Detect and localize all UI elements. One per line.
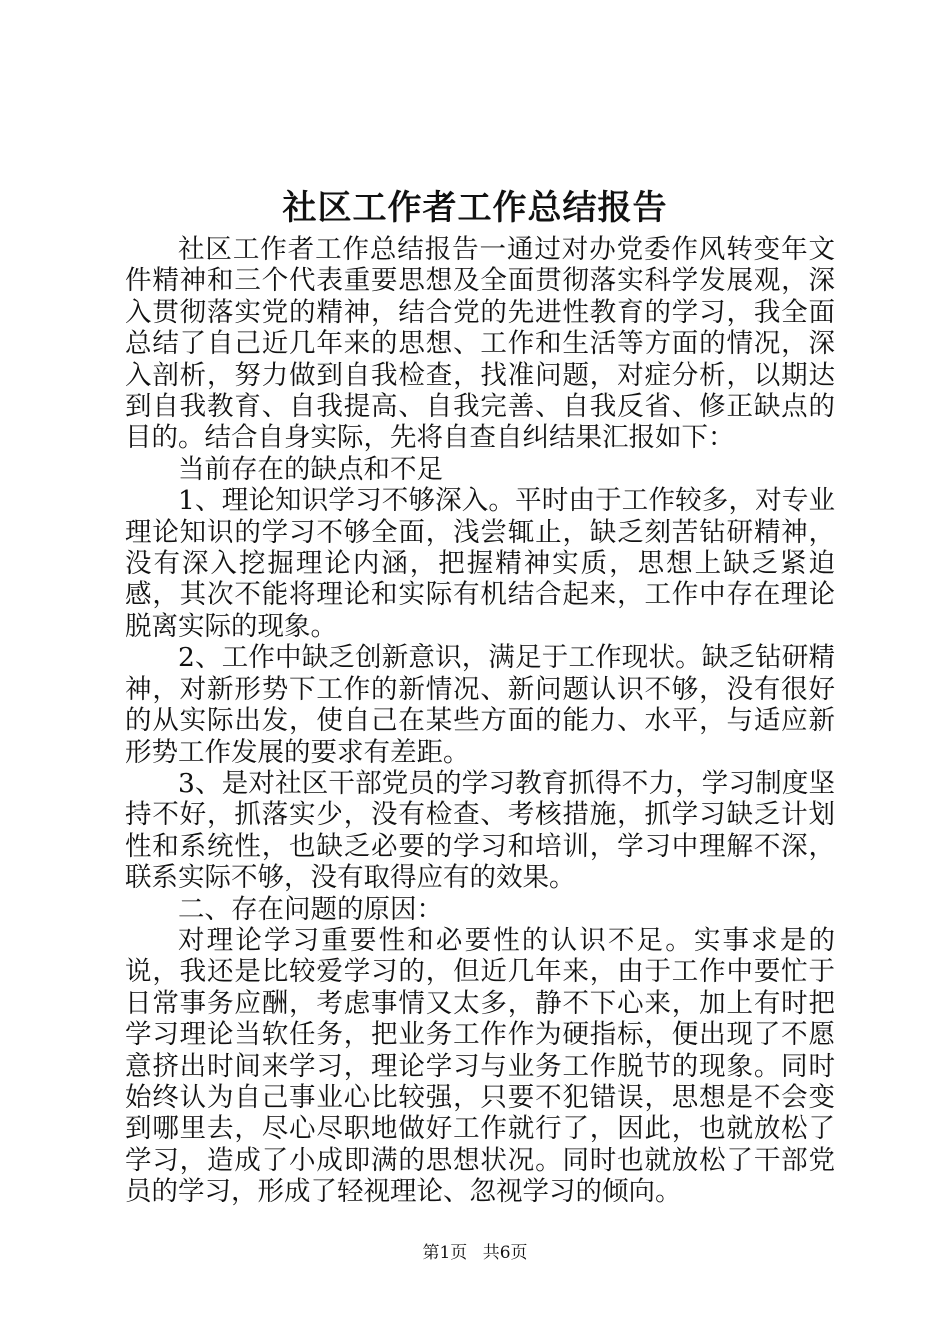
section-heading-causes: 二、存在问题的原因： <box>178 893 443 925</box>
shortcoming-item-2: 2、工作中缺乏创新意识，满足于工作现状。缺乏钻研精神，对新形势下工作的新情况、新问题认识不够，没有很好的从实际出发，使自己在某些方面的能力、水平，与适应新形势工作发展的要求有差距。 <box>125 642 835 768</box>
section-heading-shortcomings: 当前存在的缺点和不足 <box>178 453 443 485</box>
causes-paragraph: 对理论学习重要性和必要性的认识不足。实事求是的说，我还是比较爱学习的，但近几年来，由于工作中要忙于日常事务应酬，考虑事情又太多，静不下心来，加上有时把学习理论当软任务，把业务工作作为硬指标，便出现了不愿意挤出时间来学习，理论学习与业务工作脱节的现象。同时始终认为自己事业心比较强，只要不犯错误，思想是不会变到哪里去，尽心尽职地做好工作就行了，因此，也就放松了学习，造成了小成即满的思想状况。同时也就放松了干部党员的学习，形成了轻视理论、忽视学习的倾向。 <box>125 924 835 1208</box>
page-footer <box>0 1242 950 1264</box>
document-body <box>125 234 835 1208</box>
shortcoming-item-3: 3、是对社区干部党员的学习教育抓得不力，学习制度坚持不好，抓落实少，没有检查、考核措施，抓学习缺乏计划性和系统性，也缺乏必要的学习和培训，学习中理解不深，联系实际不够，没有取得应有的效果。 <box>125 767 835 894</box>
shortcoming-item-1: 1、理论知识学习不够深入。平时由于工作较多，对专业理论知识的学习不够全面，浅尝辄止，缺乏刻苦钻研精神，没有深入挖掘理论内涵，把握精神实质，思想上缺乏紧迫感，其次不能将理论和实际有机结合起来，工作中存在理论脱离实际的现象。 <box>125 485 835 642</box>
document-title: 社区工作者工作总结报告 <box>282 188 668 228</box>
intro-paragraph: 社区工作者工作总结报告一通过对办党委作风转变年文件精神和三个代表重要思想及全面贯彻落实科学发展观，深入贯彻落实党的精神，结合党的先进性教育的学习，我全面总结了自己近几年来的思想、工作和生活等方面的情况，深入剖析，努力做到自我检查，找准问题，对症分析，以期达到自我教育、自我提高、自我完善、自我反省、修正缺点的目的。结合自身实际，先将自查自纠结果汇报如下： <box>125 234 835 454</box>
page-number: 第1页 <box>422 1243 468 1263</box>
page-total: 共6页 <box>482 1243 528 1263</box>
